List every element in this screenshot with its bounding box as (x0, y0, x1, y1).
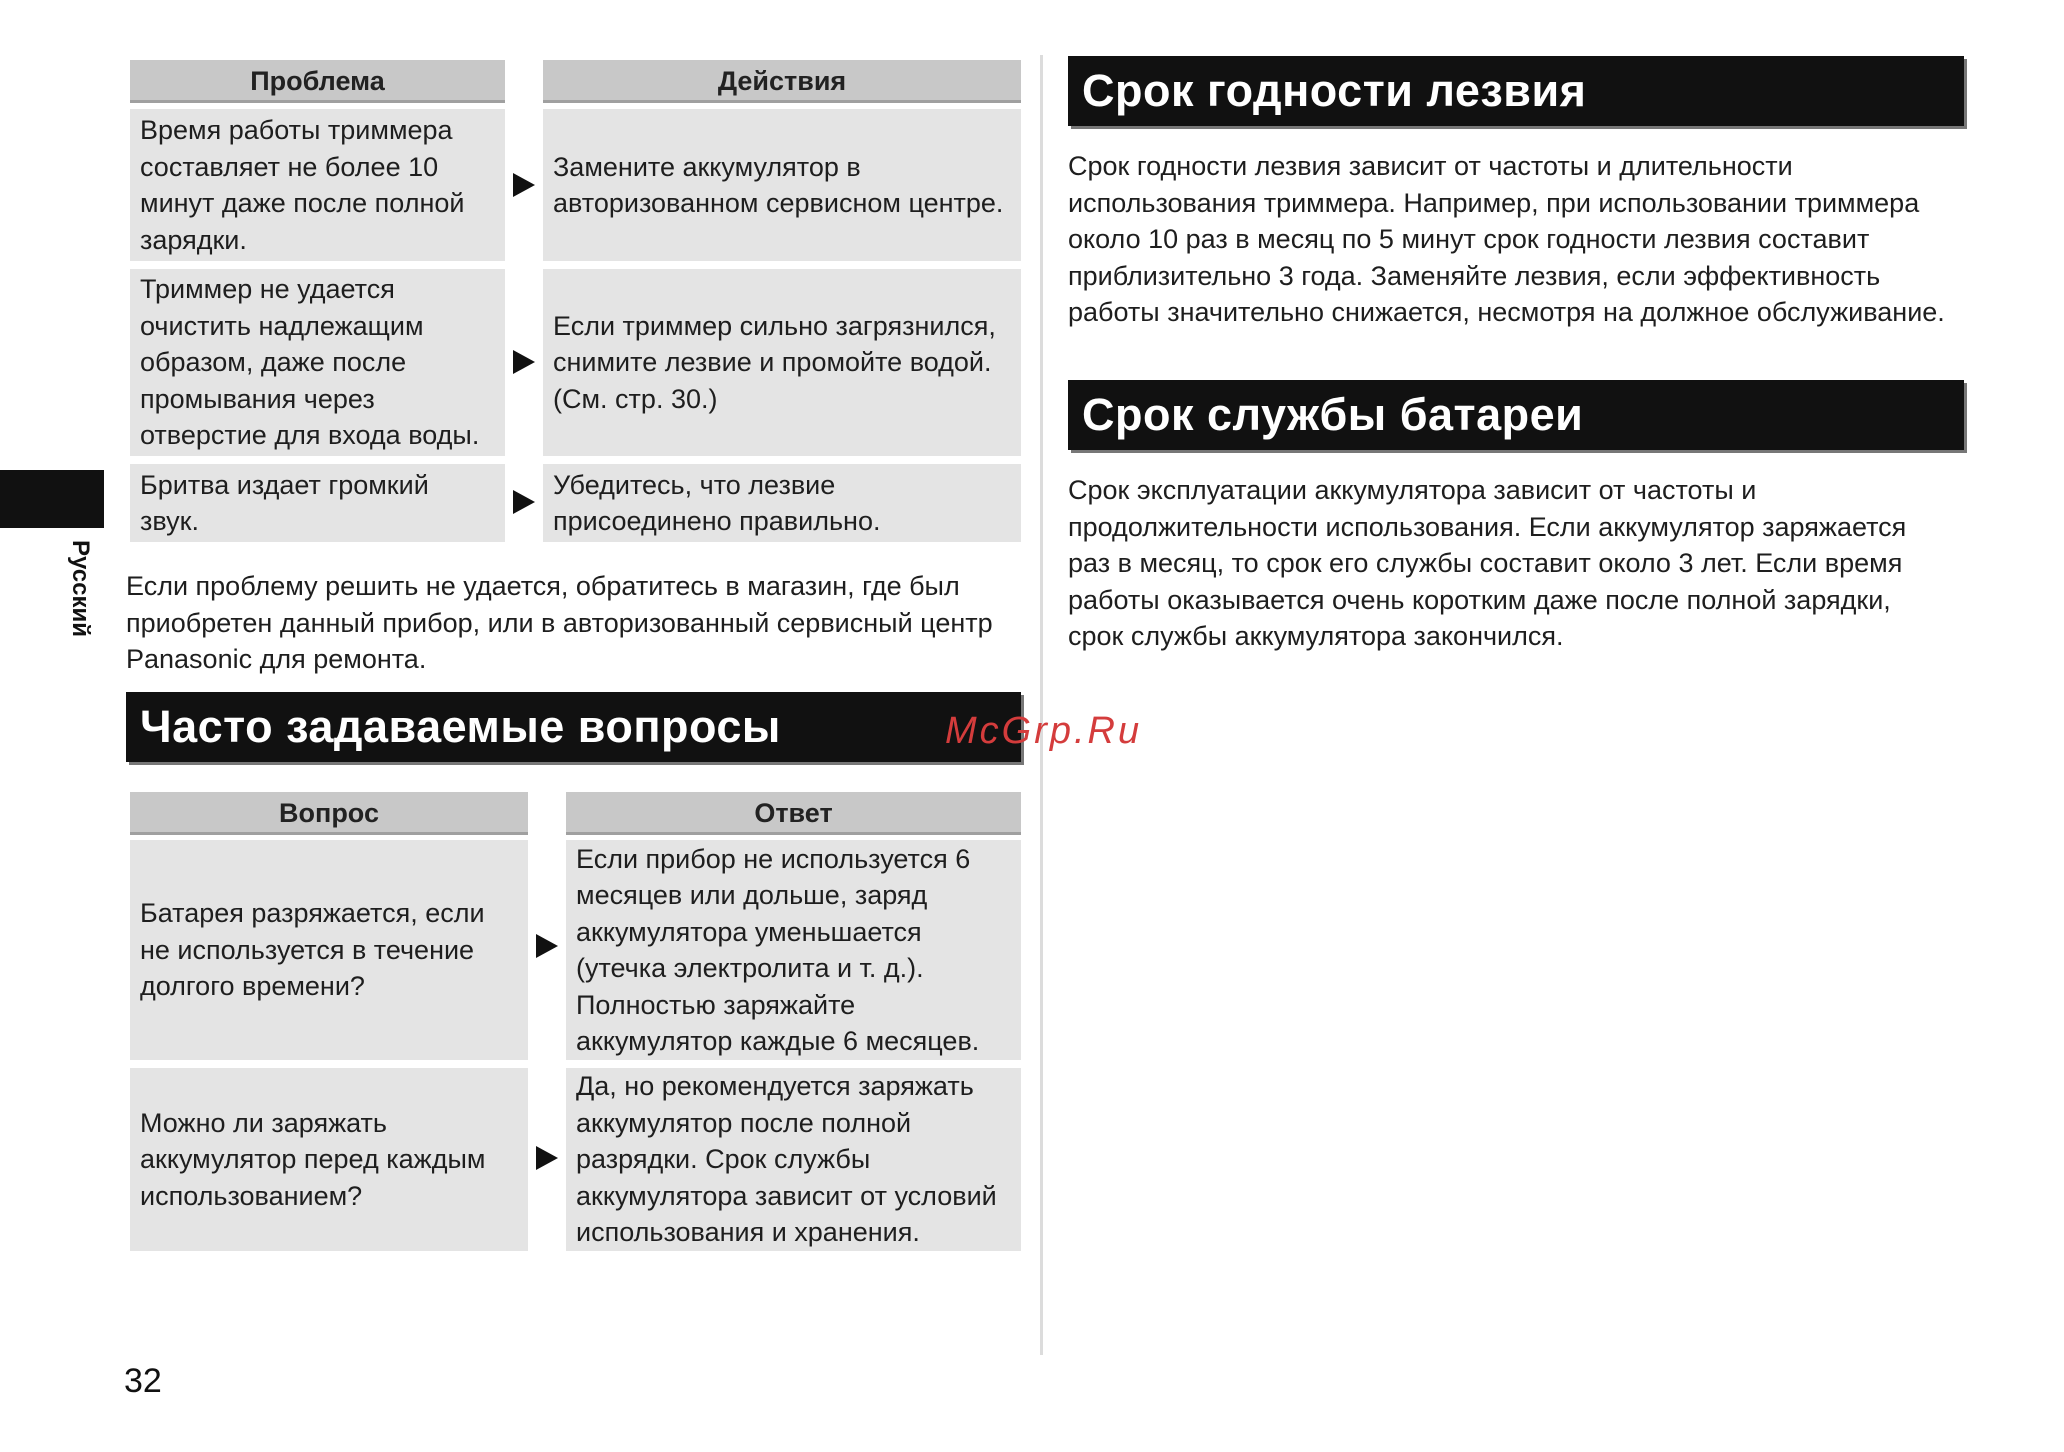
problem-cell-2: Триммер не удается очистить надлежащим образом, даже после промывания через отверстие для входа воды. (130, 269, 505, 456)
arrow-icon (536, 934, 558, 958)
problem-cell-3: Бритва издает громкий звук. (130, 464, 505, 542)
faq-title: Часто задаваемые вопросы (126, 692, 1021, 762)
action-cell-1: Замените аккумулятор в авторизованном сервисном центре. (543, 109, 1021, 261)
action-cell-3: Убедитесь, что лезвие присоединено правильно. (543, 464, 1021, 542)
battery-life-title: Срок службы батареи (1068, 380, 1964, 450)
language-label: Русский (67, 540, 94, 637)
watermark: McGrp.Ru (945, 710, 1143, 752)
question-cell-1: Батарея разряжается, если не используется в течение долгого времени? (130, 840, 528, 1060)
header-answer: Ответ (566, 792, 1021, 835)
column-divider (1040, 55, 1043, 1355)
header-question: Вопрос (130, 792, 528, 835)
arrow-icon (513, 350, 535, 374)
action-cell-2: Если триммер сильно загрязнился, снимите лезвие и промойте водой. (См. стр. 30.) (543, 269, 1021, 456)
troubleshooting-note: Если проблему решить не удается, обратитесь в магазин, где был приобретен данный прибор, или в авторизованный сервисный центр Panasonic для ремонта. (126, 571, 993, 674)
arrow-icon (513, 173, 535, 197)
answer-cell-1: Если прибор не используется 6 месяцев или дольше, заряд аккумулятора уменьшается (утечка электролита и т. д.). Полностью заряжайте аккумулятор каждые 6 месяцев. (566, 840, 1021, 1060)
header-action: Действия (543, 60, 1021, 103)
answer-cell-2: Да, но рекомендуется заряжать аккумулятор после полной разрядки. Срок службы аккумулятора зависит от условий использования и хранения. (566, 1068, 1021, 1251)
blade-life-title: Срок годности лезвия (1068, 56, 1964, 126)
page-number: 32 (124, 1362, 162, 1400)
language-tab-marker (0, 470, 104, 528)
battery-life-text: Срок эксплуатации аккумулятора зависит от частоты и продолжительности использования. Если аккумулятор заряжается раз в месяц, то срок его службы составит около 3 лет. Если время работы оказывается очень коротким даже после полной зарядки, срок службы аккумулятора закончился. (1068, 475, 1907, 651)
arrow-icon (536, 1146, 558, 1170)
question-cell-2: Можно ли заряжать аккумулятор перед каждым использованием? (130, 1068, 528, 1251)
problem-cell-1: Время работы триммера составляет не более 10 минут даже после полной зарядки. (130, 109, 505, 261)
header-problem: Проблема (130, 60, 505, 103)
blade-life-text: Срок годности лезвия зависит от частоты и длительности использования триммера. Например, при использовании триммера около 10 раз в месяц по 5 минут срок годности лезвия составит приблизительно 3 года. Заменяйте лезвия, если эффективность работы значительно снижается, несмотря на должное обслуживание. (1068, 151, 1945, 327)
arrow-icon (513, 490, 535, 514)
